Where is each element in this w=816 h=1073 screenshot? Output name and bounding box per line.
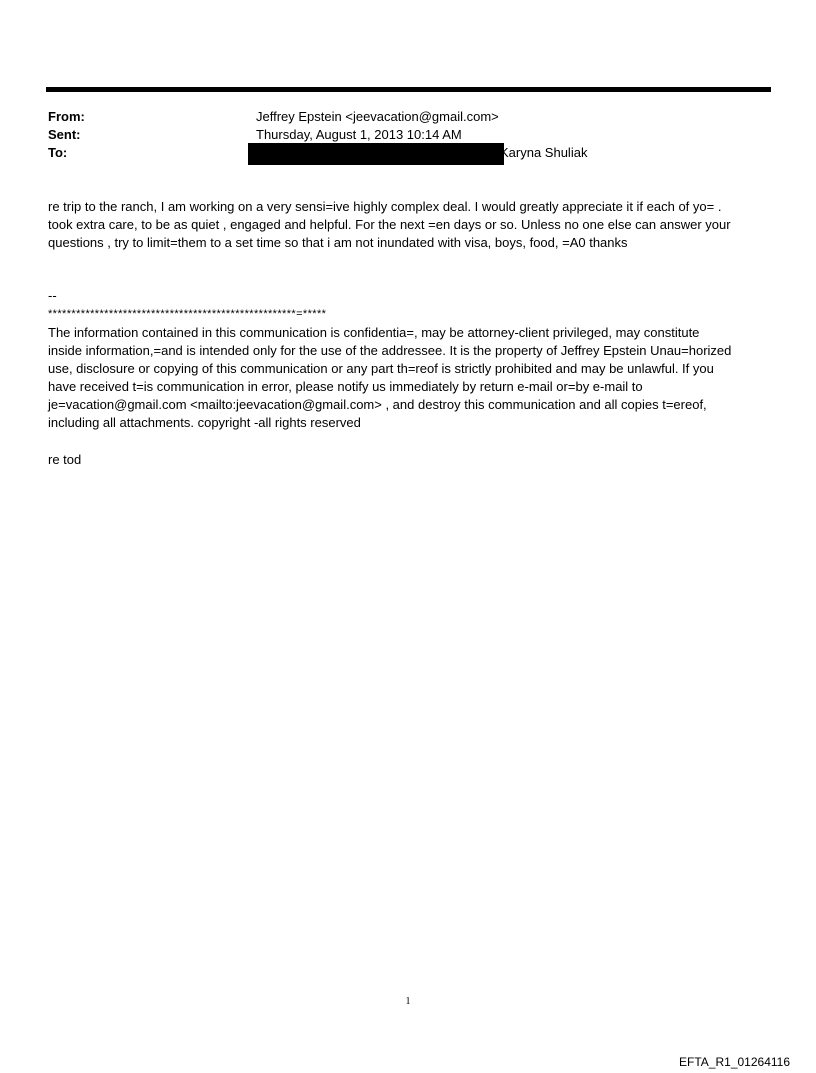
- sent-value: Thursday, August 1, 2013 10:14 AM: [256, 127, 462, 142]
- to-label: To:: [48, 145, 68, 160]
- to-value: Karyna Shuliak: [500, 145, 588, 160]
- document-id: EFTA_R1_01264116: [679, 1055, 790, 1069]
- header-rule: [46, 87, 771, 92]
- closing-line: re tod: [48, 452, 82, 467]
- from-label: From:: [48, 109, 85, 124]
- redaction-block: [248, 143, 504, 165]
- sent-label: Sent:: [48, 127, 81, 142]
- confidentiality-disclaimer: The information contained in this communication is confidentia=, may be attorney-client privileged, may constitute inside information,=and is intended only for the use of the addressee. It is the property of Jeffrey Epstein Unau=horized use, disclosure or copying of this communication or any part th=reof is strictly prohibited and may be unlawful. If you have received t=is communication in error, please notify us immediately by return e-mail or=by e-mail to je=vacation@gmail.com <mailto:jeevacation@gmail.com> , and destroy this communication and all copies t=ereof, including all attachments. copyright -all rights reserved: [48, 325, 732, 430]
- signature-dashes: --: [48, 288, 57, 303]
- from-value: Jeffrey Epstein <jeevacation@gmail.com>: [256, 109, 499, 124]
- message-body: re trip to the ranch, I am working on a very sensi=ive highly complex deal. I would greatly appreciate it if each of yo= . took extra care, to be as quiet , engaged and helpful. For the next =en days or so. Unless no one else can answer your questions , try to limit=them to a set time so that i am not inundated with visa, boys, food, =A0 thanks: [48, 199, 731, 250]
- asterisk-separator: *****************************************************=*****: [48, 308, 327, 320]
- page-number: 1: [405, 996, 411, 1007]
